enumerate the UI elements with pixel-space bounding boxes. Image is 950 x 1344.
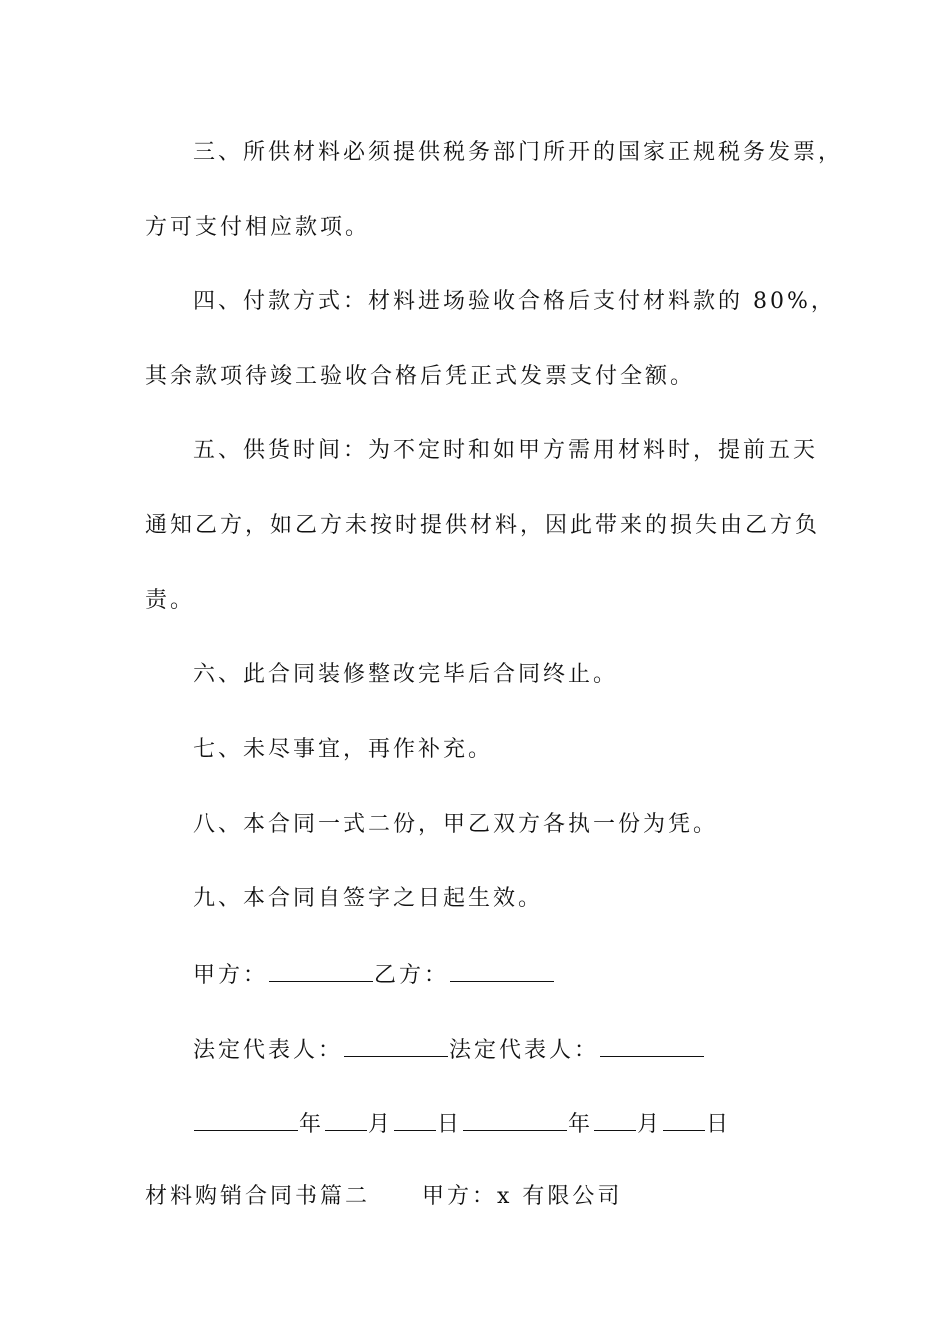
date-b-day-blank[interactable]	[663, 1108, 705, 1131]
clause-3-line-1: 三、所供材料必须提供税务部门所开的国家正规税务发票，	[193, 140, 844, 165]
clause-5-line-1: 五、供货时间：为不定时和如甲方需用材料时，提前五天	[193, 438, 819, 463]
clause-4-line-1: 四、付款方式：材料进场验收合格后支付材料款的 80%，	[193, 289, 836, 314]
clause-4-line-2: 其余款项待竣工验收合格后凭正式发票支付全额。	[145, 364, 696, 389]
date-a-year-label: 年	[299, 1112, 325, 1137]
rep-b-blank[interactable]	[600, 1034, 704, 1057]
party-a-blank[interactable]	[269, 959, 373, 982]
clause-7: 七、未尽事宜，再作补充。	[193, 737, 494, 762]
footer-party-a: 甲方：x 有限公司	[422, 1184, 623, 1209]
date-a-month-blank[interactable]	[325, 1108, 367, 1131]
clause-5-line-2: 通知乙方，如乙方未按时提供材料，因此带来的损失由乙方负	[145, 513, 821, 538]
rep-b-label: 法定代表人：	[449, 1038, 600, 1063]
date-b-month-label: 月	[637, 1112, 663, 1137]
clause-5-line-3: 责。	[145, 588, 196, 613]
party-b-label: 乙方：	[374, 963, 450, 988]
date-line	[193, 1108, 731, 1140]
clause-9: 九、本合同自签字之日起生效。	[193, 886, 544, 911]
date-a-day-label: 日	[437, 1112, 463, 1137]
clause-6: 六、此合同装修整改完毕后合同终止。	[193, 662, 619, 687]
section-title: 材料购销合同书篇二	[145, 1184, 371, 1209]
date-a-day-blank[interactable]	[394, 1108, 436, 1131]
date-a-month-label: 月	[368, 1112, 394, 1137]
rep-a-label: 法定代表人：	[193, 1038, 344, 1063]
clause-8: 八、本合同一式二份，甲乙双方各执一份为凭。	[193, 812, 719, 837]
date-a-year-blank[interactable]	[194, 1108, 298, 1131]
date-b-month-blank[interactable]	[594, 1108, 636, 1131]
footer-line	[145, 1182, 622, 1212]
party-signature-line	[193, 959, 555, 991]
date-b-day-label: 日	[706, 1112, 732, 1137]
date-b-year-label: 年	[568, 1112, 594, 1137]
party-b-blank[interactable]	[450, 959, 554, 982]
rep-a-blank[interactable]	[344, 1034, 448, 1057]
representative-line	[193, 1034, 705, 1066]
date-b-year-blank[interactable]	[463, 1108, 567, 1131]
party-a-label: 甲方：	[193, 963, 269, 988]
clause-3-line-2: 方可支付相应款项。	[145, 215, 371, 240]
